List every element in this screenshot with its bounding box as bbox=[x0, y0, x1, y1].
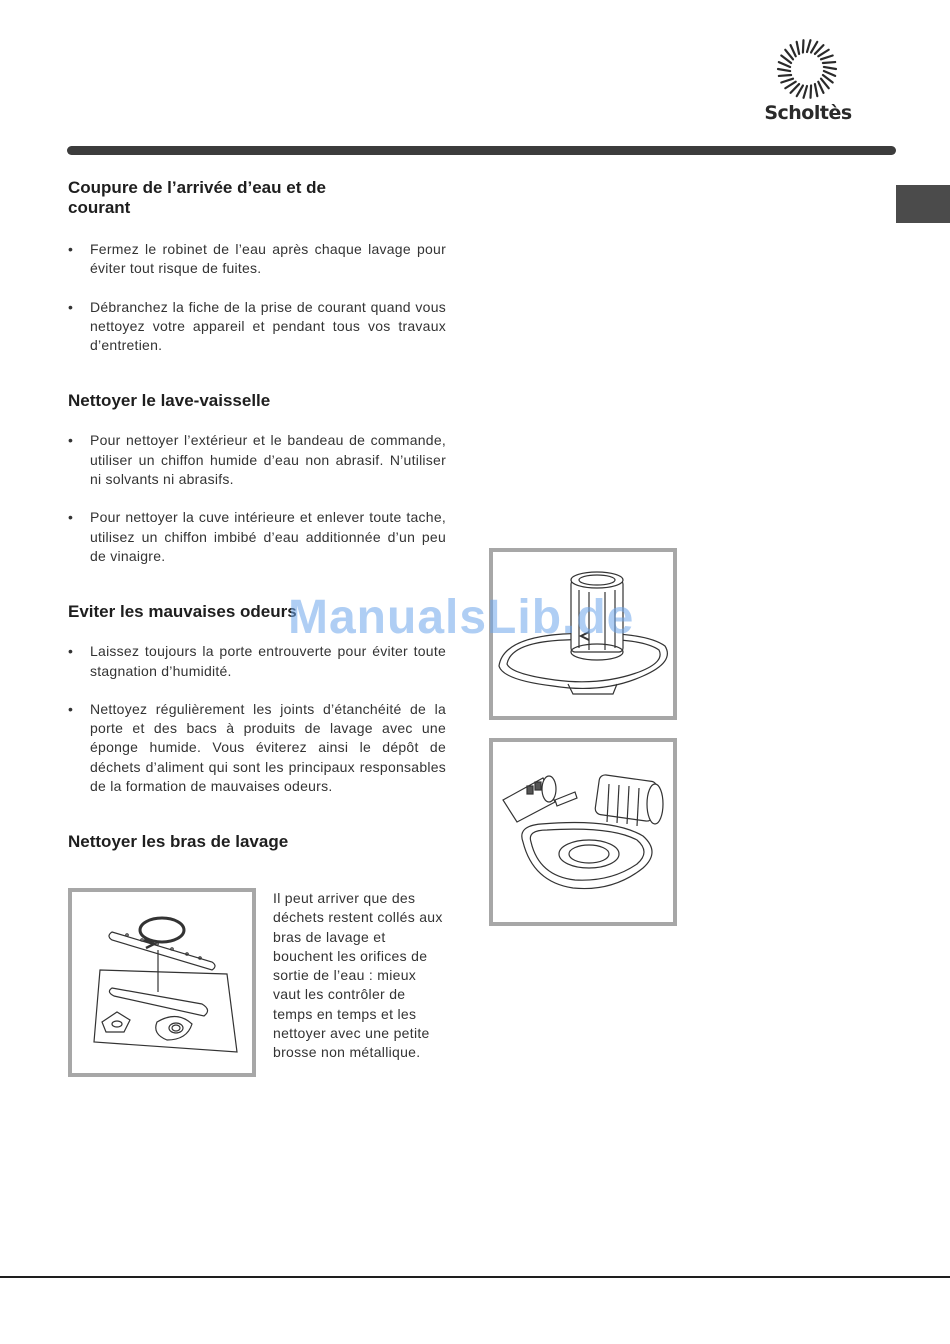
list-item: • Pour nettoyer la cuve intérieure et enlever toute tache, utilisez un chiffon imbibé d’eau additionnée d’un peu de vinaigre. bbox=[68, 508, 446, 566]
footer-rule bbox=[0, 1276, 950, 1278]
watermark: ManualsLib.de bbox=[288, 591, 635, 644]
filter-disassembly-illustration bbox=[493, 742, 673, 922]
wash-arm-figure bbox=[68, 888, 256, 1077]
section-title-odours: Eviter les mauvaises odeurs bbox=[68, 602, 297, 622]
header-rule bbox=[67, 146, 896, 155]
section-title-clean-dishwasher: Nettoyer le lave-vaisselle bbox=[68, 391, 271, 411]
list-item: • Pour nettoyer l’extérieur et le bandeau de commande, utiliser un chiffon humide d’eau non abrasif. N’utiliser ni solvants ni abrasifs. bbox=[68, 431, 446, 489]
list-item: • Fermez le robinet de l’eau après chaque lavage pour éviter tout risque de fuites. bbox=[68, 240, 446, 279]
list-water-power bbox=[68, 240, 446, 355]
sun-burst-logo-icon bbox=[772, 34, 842, 104]
wash-arms-text: Il peut arriver que des déchets restent collés aux bras de lavage et bouchent les orifices de sortie de l’eau : mieux vaut les contrôler de temps en temps et les nettoyer avec une petite brosse non métallique. bbox=[273, 890, 443, 1061]
list-item: • Laissez toujours la porte entrouverte pour éviter toute stagnation d’humidité. bbox=[68, 642, 446, 681]
filter-figure-bottom bbox=[489, 738, 677, 926]
text-column bbox=[68, 178, 446, 852]
list-item: • Débranchez la fiche de la prise de courant quand vous nettoyez votre appareil et pendant tous vos travaux d’entretien. bbox=[68, 298, 446, 356]
brand-logo bbox=[758, 30, 858, 130]
section-title-water-power: Coupure de l’arrivée d’eau et de courant bbox=[68, 178, 326, 217]
wash-arm-illustration bbox=[72, 892, 252, 1073]
section-title-wash-arms: Nettoyer les bras de lavage bbox=[68, 832, 289, 852]
brand-name: Scholtès bbox=[764, 102, 852, 124]
list-item: • Nettoyez régulièrement les joints d’étanchéité de la porte et des bacs à produits de lavage avec une éponge humide. Vous éviterez ainsi le dépôt de déchets d’aliment qui sont les principaux responsables de la formation de mauvaises odeurs. bbox=[68, 700, 446, 796]
list-odours bbox=[68, 642, 446, 796]
language-tab bbox=[896, 185, 950, 223]
list-clean-dishwasher bbox=[68, 431, 446, 566]
